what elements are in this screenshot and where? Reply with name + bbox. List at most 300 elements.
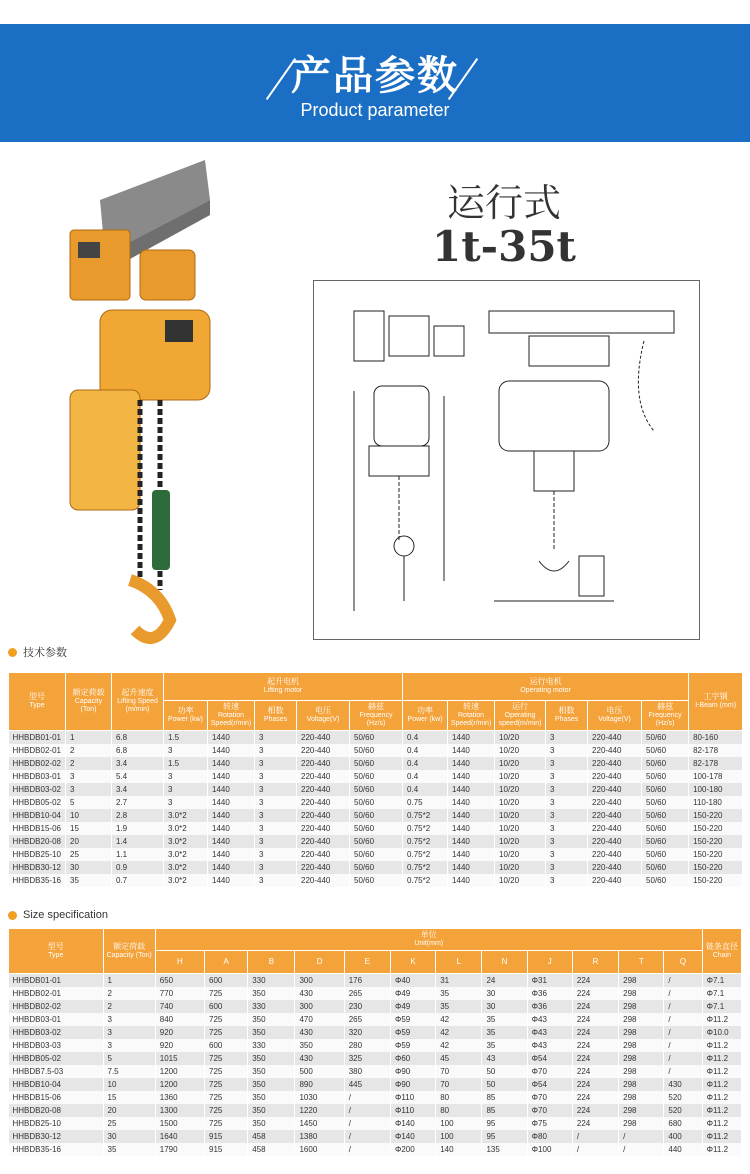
table-cell: 298: [619, 1078, 664, 1091]
table-cell: 50/60: [350, 822, 403, 835]
table-cell: 350: [248, 1052, 295, 1065]
table-cell: Φ36: [527, 987, 572, 1000]
table-cell: Φ70: [527, 1065, 572, 1078]
table-cell: 1.4: [112, 835, 164, 848]
table-cell: 100: [436, 1130, 482, 1143]
table-cell: 3: [255, 861, 297, 874]
header-en: Power (kw): [167, 716, 203, 724]
table-cell: 35: [436, 1000, 482, 1013]
table-cell: 10/20: [495, 822, 546, 835]
table-cell: 445: [344, 1078, 390, 1091]
table-cell: 458: [248, 1143, 295, 1156]
table-cell: 1: [66, 731, 112, 744]
table-cell: Φ11.2: [702, 1130, 741, 1143]
table-cell: 350: [248, 1104, 295, 1117]
table-cell: HHBDB15-06: [9, 822, 66, 835]
table-cell: 30: [66, 861, 112, 874]
table-cell: 42: [436, 1013, 482, 1026]
table-cell: 25: [66, 848, 112, 861]
table-cell: 220-440: [297, 848, 350, 861]
table-cell: 220-440: [297, 835, 350, 848]
table-cell: Φ90: [390, 1078, 435, 1091]
table-cell: 725: [205, 1117, 248, 1130]
col-header-capacity: 额定荷载 Capacity (Ton): [66, 673, 112, 731]
table-cell: 35: [103, 1143, 155, 1156]
table-cell: 0.9: [112, 861, 164, 874]
table-cell: 50/60: [350, 731, 403, 744]
table-cell: 1450: [295, 1117, 344, 1130]
table-cell: /: [619, 1130, 664, 1143]
table-cell: 770: [155, 987, 204, 1000]
table-cell: HHBDB02-02: [9, 757, 66, 770]
table-cell: 220-440: [297, 874, 350, 887]
table-row: [9, 731, 743, 744]
col-header-dimension: N: [482, 951, 527, 974]
table-cell: 220-440: [588, 874, 642, 887]
table-cell: Φ10.0: [702, 1026, 741, 1039]
table-cell: Φ49: [390, 1000, 435, 1013]
table-cell: 840: [155, 1013, 204, 1026]
table-cell: 85: [482, 1104, 527, 1117]
table-cell: 50/60: [642, 731, 689, 744]
table-cell: 150-220: [689, 809, 743, 822]
table-cell: 7.5: [103, 1065, 155, 1078]
table-cell: 6.8: [112, 731, 164, 744]
col-header-dimension: H: [155, 951, 204, 974]
table-cell: /: [344, 1104, 390, 1117]
table-cell: 1440: [448, 848, 495, 861]
table-cell: Φ11.2: [702, 1039, 741, 1052]
table-cell: 6.8: [112, 744, 164, 757]
table-cell: 3: [546, 809, 588, 822]
table-cell: 600: [205, 1000, 248, 1013]
table-cell: 80: [436, 1104, 482, 1117]
table-cell: 0.75*2: [403, 848, 448, 861]
header-en: Voltage(V): [306, 716, 340, 724]
table-cell: Φ75: [527, 1117, 572, 1130]
table-cell: 380: [344, 1065, 390, 1078]
table-cell: 224: [572, 1065, 618, 1078]
table-cell: 680: [664, 1117, 702, 1130]
table-cell: HHBDB15-06: [9, 1091, 104, 1104]
table-cell: 0.4: [403, 770, 448, 783]
table-cell: 150-220: [689, 822, 743, 835]
table-cell: 650: [155, 974, 204, 987]
table-cell: 50/60: [350, 796, 403, 809]
col-header-type: 型号 Type: [9, 929, 104, 974]
table-cell: 224: [572, 974, 618, 987]
table-cell: 95: [482, 1117, 527, 1130]
table-cell: 50/60: [642, 861, 689, 874]
table-cell: HHBDB01-01: [9, 974, 104, 987]
table-cell: Φ11.2: [702, 1091, 741, 1104]
table-row: [9, 1000, 742, 1013]
col-header-dimension: J: [527, 951, 572, 974]
table-cell: 25: [103, 1117, 155, 1130]
table-cell: 1440: [448, 770, 495, 783]
table-cell: 3: [546, 783, 588, 796]
table-cell: 50/60: [642, 874, 689, 887]
table-cell: 3: [255, 783, 297, 796]
table-cell: 20: [103, 1104, 155, 1117]
table-cell: 740: [155, 1000, 204, 1013]
col-header-operating-motor: [546, 701, 588, 731]
table-cell: 915: [205, 1143, 248, 1156]
table-cell: 2.7: [112, 796, 164, 809]
table-cell: 10: [66, 809, 112, 822]
table-cell: 1220: [295, 1104, 344, 1117]
table-cell: 1440: [448, 809, 495, 822]
table-cell: 220-440: [297, 809, 350, 822]
table-cell: 440: [664, 1143, 702, 1156]
table-cell: 3: [66, 783, 112, 796]
table-cell: 298: [619, 1039, 664, 1052]
col-header-operating-motor: [403, 701, 448, 731]
banner-subtitle: Product parameter: [300, 100, 450, 120]
table-cell: 1600: [295, 1143, 344, 1156]
table-cell: 298: [619, 1065, 664, 1078]
table-cell: 725: [205, 1013, 248, 1026]
table-row: [9, 783, 743, 796]
table-cell: 3: [255, 757, 297, 770]
table-cell: 110-180: [689, 796, 743, 809]
table-cell: 3.0*2: [164, 848, 208, 861]
table-cell: 224: [572, 1013, 618, 1026]
table-cell: 0.4: [403, 783, 448, 796]
section-heading-tech: [8, 644, 67, 660]
table-cell: HHBDB02-01: [9, 744, 66, 757]
table-cell: 1.9: [112, 822, 164, 835]
table-cell: 1440: [448, 731, 495, 744]
table-cell: 50/60: [642, 770, 689, 783]
table-cell: 220-440: [588, 796, 642, 809]
table-cell: 50/60: [642, 835, 689, 848]
table-cell: 50/60: [642, 757, 689, 770]
table-cell: Φ36: [527, 1000, 572, 1013]
table-cell: HHBDB30-12: [9, 1130, 104, 1143]
table-cell: 2: [103, 987, 155, 1000]
header-en: Phases: [263, 716, 288, 724]
size-specification-table: [8, 928, 742, 1156]
table-cell: 725: [205, 1052, 248, 1065]
col-header-dimension: R: [572, 951, 618, 974]
table-row: [9, 770, 743, 783]
table-cell: /: [664, 974, 702, 987]
table-row: [9, 1104, 742, 1117]
table-cell: Φ11.2: [702, 1013, 741, 1026]
bullet-dot-icon: [8, 648, 17, 657]
table-cell: Φ80: [527, 1130, 572, 1143]
table-cell: /: [664, 1065, 702, 1078]
table-cell: 224: [572, 987, 618, 1000]
table-cell: 230: [344, 1000, 390, 1013]
table-cell: 350: [248, 1091, 295, 1104]
table-cell: 3: [255, 809, 297, 822]
table-cell: 1440: [448, 744, 495, 757]
table-cell: Φ60: [390, 1052, 435, 1065]
table-cell: HHBDB30-12: [9, 861, 66, 874]
table-cell: 725: [205, 987, 248, 1000]
table-cell: 1790: [155, 1143, 204, 1156]
table-cell: 3.0*2: [164, 809, 208, 822]
table-cell: 280: [344, 1039, 390, 1052]
table-cell: 3: [546, 796, 588, 809]
table-cell: 220-440: [297, 757, 350, 770]
header-en: Frequency (Hz/s): [648, 712, 682, 727]
table-cell: 1440: [448, 822, 495, 835]
table-cell: 3: [103, 1039, 155, 1052]
table-cell: 35: [482, 1013, 527, 1026]
table-cell: 3: [546, 848, 588, 861]
table-cell: 50/60: [642, 809, 689, 822]
table-cell: Φ140: [390, 1117, 435, 1130]
table-cell: 3: [546, 770, 588, 783]
table-row: [9, 796, 743, 809]
col-header-operating-motor: [588, 701, 642, 731]
table-cell: 10/20: [495, 861, 546, 874]
section-title: Size specification: [23, 909, 108, 921]
table-cell: 35: [66, 874, 112, 887]
table-cell: 70: [436, 1065, 482, 1078]
table-cell: 3.0*2: [164, 874, 208, 887]
table-cell: 1640: [155, 1130, 204, 1143]
table-cell: 0.4: [403, 731, 448, 744]
table-cell: 50/60: [350, 744, 403, 757]
header-cn: 电压: [315, 706, 331, 716]
table-cell: 80-160: [689, 731, 743, 744]
table-cell: 350: [248, 987, 295, 1000]
table-cell: Φ59: [390, 1039, 435, 1052]
table-cell: HHBDB25-10: [9, 848, 66, 861]
table-cell: /: [572, 1143, 618, 1156]
table-cell: 15: [66, 822, 112, 835]
table-cell: 82-178: [689, 757, 743, 770]
table-cell: 2: [66, 744, 112, 757]
table-cell: HHBDB03-01: [9, 770, 66, 783]
table-cell: 31: [436, 974, 482, 987]
table-cell: HHBDB10-04: [9, 809, 66, 822]
table-cell: 1440: [208, 848, 255, 861]
table-cell: /: [344, 1130, 390, 1143]
header-cn: 相数: [267, 706, 284, 716]
table-cell: /: [344, 1117, 390, 1130]
table-row: [9, 1143, 742, 1156]
table-cell: 50/60: [350, 783, 403, 796]
table-cell: Φ40: [390, 974, 435, 987]
table-cell: Φ11.2: [702, 1117, 741, 1130]
product-type-title: 运行式: [446, 181, 561, 225]
table-cell: 220-440: [297, 770, 350, 783]
table-cell: Φ54: [527, 1078, 572, 1091]
table-cell: 50/60: [350, 874, 403, 887]
col-header-type: 型号 Type: [9, 673, 66, 731]
table-cell: 1300: [155, 1104, 204, 1117]
table-cell: 24: [482, 974, 527, 987]
table-cell: 42: [436, 1026, 482, 1039]
header-cn: 功率: [417, 706, 434, 716]
table-cell: 1.5: [164, 731, 208, 744]
table-cell: 140: [436, 1143, 482, 1156]
table-cell: 1200: [155, 1065, 204, 1078]
table-cell: 10/20: [495, 874, 546, 887]
table-cell: 3: [255, 731, 297, 744]
table-cell: 50/60: [642, 796, 689, 809]
table-cell: 430: [295, 987, 344, 1000]
group-header-unit: 单位 Unit(mm): [155, 929, 702, 951]
table-cell: 1440: [208, 744, 255, 757]
hoist-product-image: [60, 160, 220, 660]
table-cell: HHBDB03-03: [9, 1039, 104, 1052]
table-cell: 298: [619, 1013, 664, 1026]
table-cell: Φ43: [527, 1013, 572, 1026]
table-cell: Φ110: [390, 1091, 435, 1104]
table-cell: /: [664, 1026, 702, 1039]
table-cell: 10/20: [495, 731, 546, 744]
table-cell: 80: [436, 1091, 482, 1104]
table-cell: 265: [344, 1013, 390, 1026]
table-cell: 10/20: [495, 796, 546, 809]
table-row: [9, 822, 743, 835]
table-cell: 150-220: [689, 861, 743, 874]
table-cell: 10/20: [495, 744, 546, 757]
header-cn: 转速: [223, 702, 239, 712]
section-title: 技术参数: [23, 647, 67, 659]
table-cell: HHBDB7.5-03: [9, 1065, 104, 1078]
table-cell: 1360: [155, 1091, 204, 1104]
table-cell: 0.75*2: [403, 835, 448, 848]
table-cell: 5: [103, 1052, 155, 1065]
table-cell: 220-440: [588, 809, 642, 822]
table-cell: 50/60: [350, 770, 403, 783]
col-header-dimension: A: [205, 951, 248, 974]
table-cell: 224: [572, 1026, 618, 1039]
table-cell: 3: [255, 822, 297, 835]
table-cell: HHBDB20-08: [9, 1104, 104, 1117]
table-cell: 50/60: [350, 861, 403, 874]
table-cell: 3: [164, 744, 208, 757]
table-cell: 3: [164, 796, 208, 809]
table-cell: 3: [546, 874, 588, 887]
table-cell: 30: [103, 1130, 155, 1143]
col-header-chain: 链条直径 Chain: [702, 929, 741, 974]
table-cell: 600: [205, 1039, 248, 1052]
table-cell: 224: [572, 1000, 618, 1013]
table-cell: 3.4: [112, 783, 164, 796]
table-cell: 150-220: [689, 835, 743, 848]
table-row: [9, 1091, 742, 1104]
table-cell: Φ100: [527, 1143, 572, 1156]
header-en: Phases: [554, 716, 579, 724]
header-en: Rotation Speed(r/min): [450, 712, 492, 727]
table-cell: 3: [546, 822, 588, 835]
header-en: Operating speed(m/min): [498, 712, 542, 727]
header-en: Voltage(V): [598, 716, 631, 724]
header-cn: 赫兹: [657, 702, 674, 712]
table-cell: 350: [248, 1026, 295, 1039]
table-cell: 298: [619, 1104, 664, 1117]
table-cell: 70: [436, 1078, 482, 1091]
table-cell: 100-178: [689, 770, 743, 783]
table-cell: Φ110: [390, 1104, 435, 1117]
table-cell: HHBDB01-01: [9, 731, 66, 744]
table-cell: 50/60: [350, 848, 403, 861]
table-cell: 50/60: [350, 809, 403, 822]
table-cell: 30: [482, 987, 527, 1000]
table-row: [9, 974, 742, 987]
table-cell: 3.0*2: [164, 822, 208, 835]
table-cell: 35: [482, 1026, 527, 1039]
table-cell: Φ70: [527, 1091, 572, 1104]
table-cell: 3: [255, 744, 297, 757]
table-cell: 3: [255, 835, 297, 848]
table-row: [9, 1039, 742, 1052]
table-cell: 0.7: [112, 874, 164, 887]
table-cell: 298: [619, 1000, 664, 1013]
table-cell: 0.75*2: [403, 861, 448, 874]
table-cell: 5.4: [112, 770, 164, 783]
table-cell: 10/20: [495, 809, 546, 822]
table-cell: 350: [295, 1039, 344, 1052]
header-cn: 相数: [558, 706, 575, 716]
table-cell: 725: [205, 1104, 248, 1117]
table-cell: 220-440: [588, 848, 642, 861]
table-cell: 15: [103, 1091, 155, 1104]
table-cell: 1380: [295, 1130, 344, 1143]
table-cell: 725: [205, 1091, 248, 1104]
table-cell: Φ7.1: [702, 974, 741, 987]
table-cell: 1200: [155, 1078, 204, 1091]
table-cell: 50/60: [642, 848, 689, 861]
table-cell: 350: [248, 1117, 295, 1130]
table-cell: HHBDB03-02: [9, 783, 66, 796]
table-cell: 220-440: [297, 861, 350, 874]
table-cell: Φ7.1: [702, 987, 741, 1000]
col-header-dimension: Q: [664, 951, 702, 974]
table-cell: Φ59: [390, 1013, 435, 1026]
table-cell: 325: [344, 1052, 390, 1065]
table-cell: 1440: [448, 861, 495, 874]
table-cell: 224: [572, 1039, 618, 1052]
table-cell: 920: [155, 1026, 204, 1039]
table-cell: 220-440: [588, 770, 642, 783]
table-cell: 20: [66, 835, 112, 848]
table-row: [9, 835, 743, 848]
table-cell: Φ11.2: [702, 1078, 741, 1091]
table-cell: /: [619, 1143, 664, 1156]
table-row: [9, 1052, 742, 1065]
table-cell: 220-440: [297, 783, 350, 796]
table-cell: HHBDB35-16: [9, 1143, 104, 1156]
table-cell: 520: [664, 1091, 702, 1104]
table-cell: 50/60: [642, 822, 689, 835]
table-cell: 95: [482, 1130, 527, 1143]
table-cell: 725: [205, 1026, 248, 1039]
table-cell: 265: [344, 987, 390, 1000]
table-cell: 1440: [448, 835, 495, 848]
table-cell: 298: [619, 1091, 664, 1104]
table-cell: 50/60: [642, 744, 689, 757]
table-cell: 2: [66, 757, 112, 770]
table-cell: 3: [255, 874, 297, 887]
table-cell: 0.4: [403, 757, 448, 770]
header-cn: 电压: [606, 706, 623, 716]
table-cell: 224: [572, 1078, 618, 1091]
col-header-lifting-motor: [297, 701, 350, 731]
table-cell: 1500: [155, 1117, 204, 1130]
table-cell: /: [664, 1013, 702, 1026]
table-cell: 224: [572, 1117, 618, 1130]
table-cell: 430: [295, 1026, 344, 1039]
